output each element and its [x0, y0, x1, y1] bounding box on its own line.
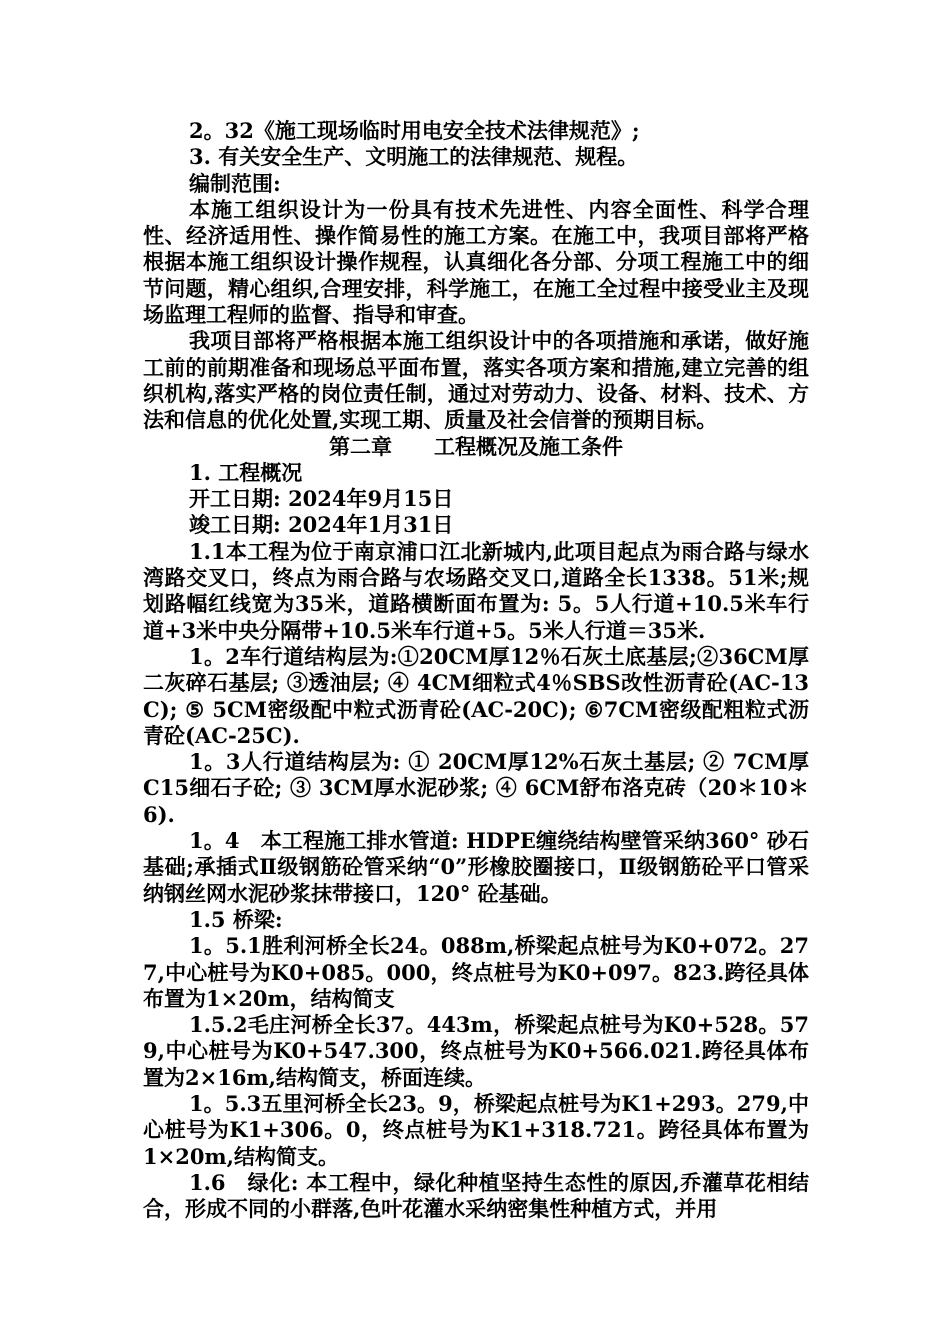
chapter-heading: 第二章 工程概况及施工条件 [329, 433, 623, 459]
paragraph-overview-title: 1. 工程概况 [189, 459, 303, 485]
paragraph-1-5-2: 1.5.2毛庄河桥全长37。443m，桥梁起点桩号为K0+528。579,中心桩号为K0+547.300，终点桩号为K0+566.021.跨径具体布置为2×16m,结构简支，桥面连续。 [143, 1012, 809, 1090]
paragraph-1-6: 1.6 绿化: 本工程中，绿化种植坚持生态性的原因,乔灌草花相结合，形成不同的小群落,色叶花灌水采纳密集性种植方式，并用 [143, 1169, 809, 1222]
paragraph-ref-3: 3. 有关安全生产、文明施工的法律规范、规程。 [189, 144, 639, 170]
paragraph-ref-2-32: 2。32《施工现场临时用电安全技术法律规范》; [189, 118, 640, 143]
paragraph-1-5: 1.5 桥梁: [189, 906, 283, 932]
paragraph-1-4: 1。4 本工程施工排水管道: HDPE缠绕结构壁管采纳360° 砂石基础;承插式Ⅱ级钢筋砼管采纳“0”形橡胶圈接口，Ⅱ级钢筋砼平口管采纳钢丝网水泥砂浆抹带接口，120° 砼基础。 [143, 828, 809, 906]
paragraph-1-2: 1。2车行道结构层为:①20CM厚12％石灰土底基层;②36CM厚二灰碎石基层; ③透油层; ④ 4CM细粒式4％SBS改性沥青砼(AC-13C); ⑤ 5CM密级配中粒式沥青砼(AC-20C); ⑥7CM密级配粗粒式沥青砼(AC-25C). [143, 643, 809, 748]
paragraph-1-5-3: 1。5.3五里河桥全长23。9，桥梁起点桩号为K1+293。279,中心桩号为K1+306。0，终点桩号为K1+318.721。跨径具体布置为1×20m,结构简支。 [143, 1090, 809, 1169]
paragraph-1-1: 1.1本工程为位于南京浦口江北新城内,此项目起点为雨合路与绿水湾路交叉口，终点为雨合路与农场路交叉口,道路全长1338。51米;规划路幅红线宽为35米，道路横断面布置为: 5。5人行道+10.5米车行道+3米中央分隔带+10.5米车行道+5。5米人行道＝35米. [143, 538, 809, 643]
paragraph-1-5-1: 1。5.1胜利河桥全长24。088m,桥梁起点桩号为K0+072。277,中心桩号为K0+085。000，终点桩号为K0+097。823.跨径具体布置为1×20m，结构简支 [143, 933, 809, 1011]
paragraph-scope-1: 本施工组织设计为一份具有技术先进性、内容全面性、科学合理性、经济适用性、操作简易性的施工方案。在施工中，我项目部将严格根据本施工组织设计操作规程，认真细化各分部、分项工程施工中的细节问题，精心组织,合理安排，科学施工，在施工全过程中接受业主及现场监理工程师的监督、指导和审查。 [143, 196, 809, 328]
paragraph-start-date: 开工日期: 2024年9月15日 [189, 486, 454, 512]
document-page [143, 118, 809, 1222]
paragraph-1-3: 1。3人行道结构层为: ① 20CM厚12%石灰土基层; ② 7CM厚C15细石子砼; ③ 3CM厚水泥砂浆; ④ 6CM舒布洛克砖（20＊10＊6). [143, 749, 809, 827]
paragraph-scope-2: 我项目部将严格根据本施工组织设计中的各项措施和承诺，做好施工前的前期准备和现场总平面布置，落实各项方案和措施,建立完善的组织机构,落实严格的岗位责任制，通过对劳动力、设备、材料、技术、方法和信息的优化处置,实现工期、质量及社会信誉的预期目标。 [143, 328, 809, 433]
paragraph-end-date: 竣工日期: 2024年1月31日 [189, 512, 454, 538]
paragraph-scope-label: 编制范围: [189, 170, 281, 196]
